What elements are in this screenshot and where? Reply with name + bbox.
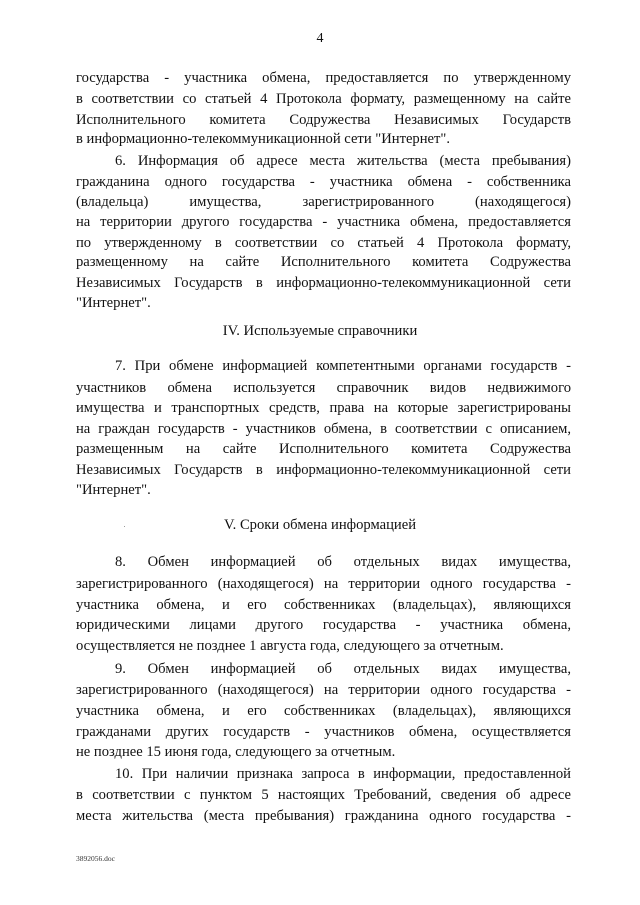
section-heading-v: V. Сроки обмена информацией <box>223 517 417 533</box>
text-line: 7. При обмене информацией компетентными органами государств - <box>115 358 571 374</box>
text-line: зарегистрированного (находящегося) на территории одного государства - <box>76 682 571 698</box>
text-line: размещенным на сайте Исполнительного комитета Содружества <box>76 441 571 457</box>
text-line: на граждан государств - участников обмена, в соответствии с описанием, <box>76 421 571 437</box>
text-line: Независимых Государств в информационно-телекоммуникационной сети <box>76 462 571 478</box>
section-heading-iv: IV. Используемые справочники <box>222 323 418 339</box>
text-line: 6. Информация об адресе места жительства (места пребывания) <box>115 153 571 169</box>
text-line: 8. Обмен информацией об отдельных видах имущества, <box>115 554 571 570</box>
text-line: гражданина одного государства - участника обмена - собственника <box>76 174 571 190</box>
text-line: по утвержденному в соответствии со статьей 4 Протокола формату, <box>76 235 571 251</box>
text-line: на территории другого государства - участника обмена, предоставляется <box>76 214 571 230</box>
text-line: имущества и транспортных средств, права на которые зарегистрированы <box>76 400 571 416</box>
text-line: 10. При наличии признака запроса в информации, предоставленной <box>115 766 571 782</box>
text-line: (владельца) имущества, зарегистрированного (находящегося) <box>76 194 571 210</box>
text-line: зарегистрированного (находящегося) на территории одного государства - <box>76 576 571 592</box>
text-line: "Интернет". <box>76 482 151 498</box>
scan-speck <box>124 526 125 527</box>
text-line: "Интернет". <box>76 295 151 311</box>
page-number: 4 <box>316 31 324 46</box>
footer-file-name: 3892056.doc <box>76 854 115 863</box>
text-line: места жительства (места пребывания) гражданина одного государства - <box>76 808 571 824</box>
text-line: в соответствии с пунктом 5 настоящих Требований, сведения об адресе <box>76 787 571 803</box>
text-line: размещенному на сайте Исполнительного комитета Содружества <box>76 254 571 270</box>
text-line: Независимых Государств в информационно-телекоммуникационной сети <box>76 275 571 291</box>
text-line: в соответствии со статьей 4 Протокола формату, размещенному на сайте <box>76 91 571 107</box>
text-line: осуществляется не позднее 1 августа года, следующего за отчетным. <box>76 638 504 654</box>
text-line: участника обмена, и его собственниках (владельцах), являющихся <box>76 597 571 613</box>
text-line: не позднее 15 июня года, следующего за отчетным. <box>76 744 396 760</box>
text-line: государства - участника обмена, предоставляется по утвержденному <box>76 70 571 86</box>
text-line: юридическими лицами другого государства - участника обмена, <box>76 617 571 633</box>
text-line: Исполнительного комитета Содружества Независимых Государств <box>76 112 571 128</box>
text-line: в информационно-телекоммуникационной сети "Интернет". <box>76 131 450 147</box>
text-line: участника обмена, и его собственниках (владельцах), являющихся <box>76 703 571 719</box>
text-line: участников обмена используется справочник видов недвижимого <box>76 380 571 396</box>
text-line: гражданами других государств - участников обмена, осуществляется <box>76 724 571 740</box>
text-line: 9. Обмен информацией об отдельных видах имущества, <box>115 661 571 677</box>
